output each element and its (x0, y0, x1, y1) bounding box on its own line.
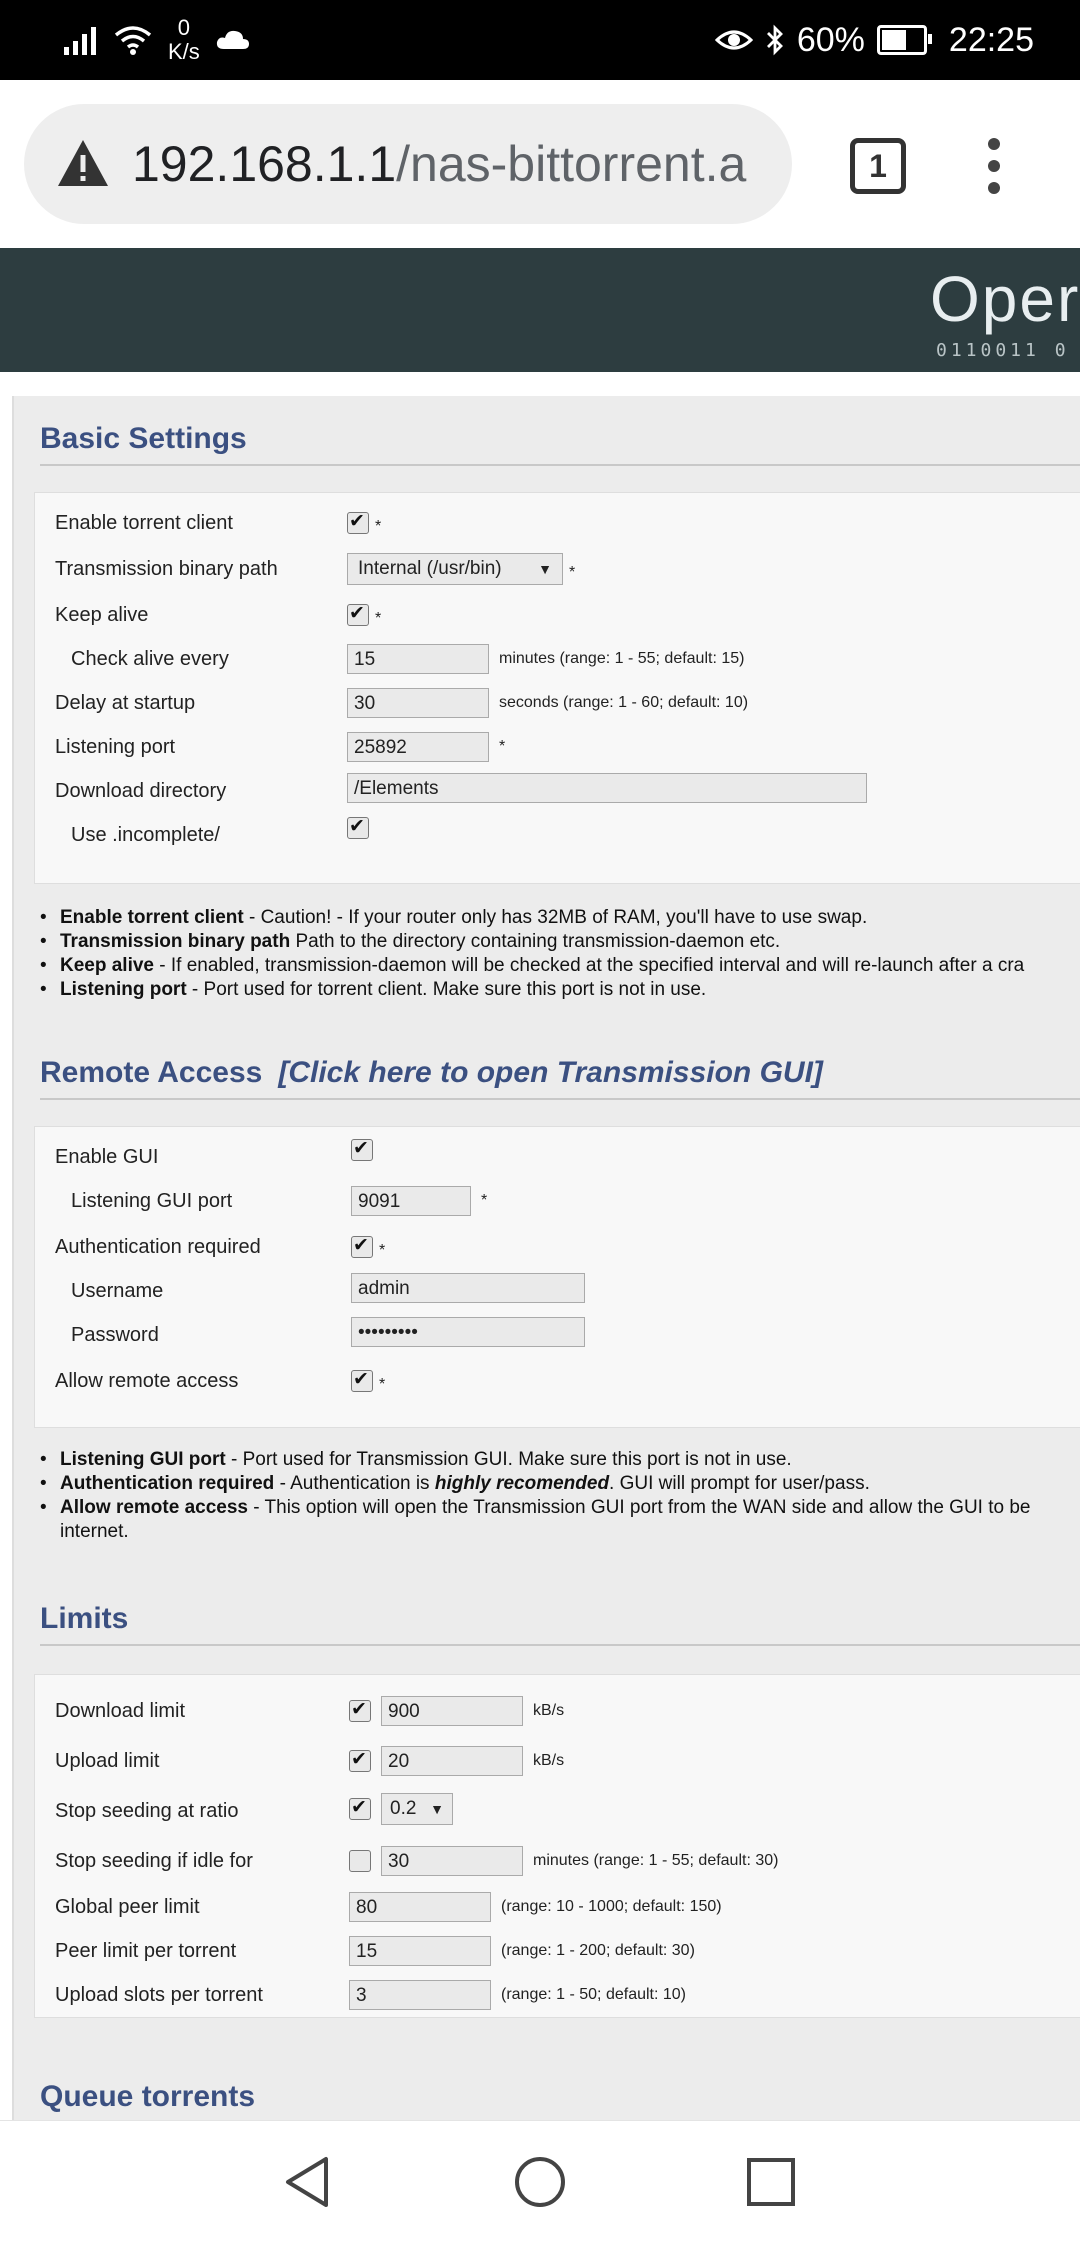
help-item (40, 978, 1080, 1002)
signal-icon (64, 25, 98, 55)
ratio-select[interactable] (381, 1793, 453, 1825)
limits-title (40, 1602, 1080, 1646)
incomplete-checkbox[interactable] (347, 817, 369, 839)
limits-panel (34, 1674, 1080, 2018)
upload-limit-label: Upload limit (55, 1750, 160, 1772)
bluetooth-icon (765, 24, 785, 56)
binary-path-select[interactable] (347, 553, 563, 585)
remote-access-title-text: Remote Access (40, 1056, 263, 1089)
browser-toolbar (0, 80, 1080, 248)
help-term: Transmission binary path (60, 931, 291, 952)
open-gui-link[interactable]: [Click here to open Transmission GUI] (278, 1056, 823, 1089)
upload-slots-label: Upload slots per torrent (55, 1984, 263, 2006)
required-star: * (569, 564, 576, 581)
help-item (40, 1448, 1080, 1472)
help-text: . GUI will prompt for user/pass. (609, 1473, 870, 1494)
help-term: Allow remote access (60, 1497, 248, 1518)
keep-alive-checkbox[interactable] (347, 604, 369, 626)
address-bar[interactable] (24, 104, 792, 224)
peer-torrent-field (349, 1933, 695, 1969)
site-logo: Oper (930, 263, 1080, 335)
upload-slots-input[interactable]: 3 (349, 1980, 491, 2010)
download-limit-field (349, 1693, 564, 1729)
basic-settings-title (40, 422, 1080, 466)
upload-limit-checkbox[interactable] (349, 1750, 371, 1772)
help-text: Path to the directory containing transmission-daemon etc. (290, 931, 781, 952)
site-logo-subtitle: 0110011 0 (936, 340, 1070, 361)
battery-percent: 60% (796, 20, 865, 59)
download-limit-unit: kB/s (533, 1702, 565, 1719)
idle-input[interactable]: 30 (381, 1846, 523, 1876)
help-emphasis: highly recomended (434, 1473, 610, 1494)
global-peer-hint: (range: 10 - 1000; default: 150) (501, 1898, 722, 1915)
help-text: - This option will open the Transmission GUI port from the WAN side and allow the GUI to be (247, 1497, 1031, 1518)
url-host: 192.168.1.1 (132, 136, 397, 192)
status-left (64, 14, 250, 66)
banner-spacer (0, 372, 1080, 396)
idle-label: Stop seeding if idle for (55, 1850, 253, 1872)
gui-port-input[interactable]: 9091 (351, 1186, 471, 1216)
required-star: * (481, 1192, 488, 1209)
idle-checkbox[interactable] (349, 1850, 371, 1872)
required-star: * (375, 518, 382, 535)
remote-access-panel (34, 1126, 1080, 1428)
upload-slots-hint: (range: 1 - 50; default: 10) (501, 1986, 686, 2003)
help-term: Authentication required (60, 1473, 275, 1494)
check-alive-field (347, 641, 744, 677)
limits-title-text: Limits (40, 1602, 129, 1635)
help-term: Enable torrent client (60, 907, 244, 928)
remote-access-checkbox[interactable] (351, 1370, 373, 1392)
download-limit-checkbox[interactable] (349, 1700, 371, 1722)
ratio-checkbox[interactable] (349, 1798, 371, 1820)
keep-alive-field (347, 597, 381, 633)
eye-comfort-icon (715, 26, 753, 54)
delay-input[interactable]: 30 (347, 688, 489, 718)
overflow-menu-icon[interactable] (984, 138, 1004, 194)
upload-limit-unit: kB/s (533, 1752, 565, 1769)
ratio-selected: 0.2 (390, 1798, 417, 1819)
battery-icon (877, 25, 927, 55)
enable-gui-checkbox[interactable] (351, 1139, 373, 1161)
upload-limit-input[interactable]: 20 (381, 1746, 523, 1776)
username-label: Username (71, 1280, 164, 1302)
auth-field (351, 1229, 385, 1265)
check-alive-input[interactable]: 15 (347, 644, 489, 674)
net-speed-value: 0 (177, 15, 191, 40)
global-peer-input[interactable]: 80 (349, 1892, 491, 1922)
help-term: Keep alive (60, 955, 154, 976)
queue-torrents-title-text: Queue torrents (40, 2080, 256, 2113)
password-input[interactable]: ••••••••• (351, 1317, 585, 1347)
upload-slots-field (349, 1977, 686, 2013)
enable-gui-field (351, 1139, 373, 1161)
back-icon[interactable] (282, 2155, 336, 2209)
help-item (40, 930, 1080, 954)
remote-access-help (40, 1448, 1080, 1544)
listening-port-label: Listening port (55, 736, 176, 758)
gui-port-label: Listening GUI port (71, 1190, 233, 1212)
delay-label: Delay at startup (55, 692, 196, 714)
queue-torrents-title (40, 2080, 1080, 2120)
status-bar (0, 0, 1080, 80)
help-text: - Port used for torrent client. Make sure this port is not in use. (186, 979, 707, 1000)
help-item (40, 906, 1080, 930)
enable-torrent-label: Enable torrent client (55, 512, 233, 534)
remote-access-label: Allow remote access (55, 1370, 239, 1392)
enable-gui-label: Enable GUI (55, 1146, 159, 1168)
incomplete-field (347, 817, 369, 839)
download-dir-input[interactable]: /Elements (347, 773, 867, 803)
download-limit-label: Download limit (55, 1700, 186, 1722)
global-peer-label: Global peer limit (55, 1896, 200, 1918)
idle-hint: minutes (range: 1 - 55; default: 30) (533, 1852, 779, 1869)
help-item (40, 954, 1080, 978)
url-path: /nas-bittorrent.a (396, 136, 747, 192)
net-speed (168, 16, 200, 64)
recents-icon[interactable] (744, 2155, 798, 2209)
help-term: Listening port (60, 979, 187, 1000)
net-speed-unit: K/s (168, 39, 200, 64)
binary-path-selected: Internal (/usr/bin) (358, 558, 502, 579)
peer-torrent-hint: (range: 1 - 200; default: 30) (501, 1942, 695, 1959)
binary-path-field (347, 551, 575, 587)
header-banner (0, 248, 1080, 372)
delay-hint: seconds (range: 1 - 60; default: 10) (499, 694, 749, 711)
settings-content (12, 396, 1080, 2120)
basic-settings-help (40, 906, 1080, 1002)
delay-field (347, 685, 748, 721)
tab-switcher-button[interactable]: 1 (850, 138, 906, 194)
help-term: Listening GUI port (60, 1449, 226, 1470)
password-field (351, 1317, 585, 1347)
help-text: - Port used for Transmission GUI. Make sure this port is not in use. (225, 1449, 792, 1470)
peer-torrent-label: Peer limit per torrent (55, 1940, 237, 1962)
required-star: * (379, 1242, 386, 1259)
dropdown-arrow-icon: ▼ (430, 1801, 444, 1817)
required-star: * (499, 738, 506, 755)
ratio-label: Stop seeding at ratio (55, 1800, 239, 1822)
help-item (40, 1496, 1080, 1544)
peer-torrent-input[interactable]: 15 (349, 1936, 491, 1966)
username-input[interactable]: admin (351, 1273, 585, 1303)
download-dir-field (347, 773, 867, 803)
help-item (40, 1472, 1080, 1496)
required-star: * (375, 610, 382, 627)
binary-path-label: Transmission binary path (55, 558, 278, 580)
web-page (0, 248, 1080, 2120)
check-alive-hint: minutes (range: 1 - 55; default: 15) (499, 650, 745, 667)
basic-settings-title-text: Basic Settings (40, 422, 247, 455)
help-text: internet. (60, 1521, 129, 1542)
auth-checkbox[interactable] (351, 1236, 373, 1258)
incomplete-label: Use .incomplete/ (71, 824, 220, 846)
global-peer-field (349, 1889, 722, 1925)
listening-port-field (347, 729, 505, 765)
listening-port-input[interactable]: 25892 (347, 732, 489, 762)
required-star: * (379, 1376, 386, 1393)
password-label: Password (71, 1324, 159, 1346)
check-alive-label: Check alive every (71, 648, 229, 670)
help-text: - Authentication is (274, 1473, 435, 1494)
help-text: - Caution! - If your router only has 32MB of RAM, you'll have to use swap. (243, 907, 868, 928)
enable-torrent-checkbox[interactable] (347, 512, 369, 534)
dropdown-arrow-icon: ▼ (538, 561, 552, 577)
help-text: - If enabled, transmission-daemon will be checked at the specified interval and will re-launch after a cra (154, 955, 1025, 976)
username-field (351, 1273, 585, 1303)
ratio-field (349, 1793, 453, 1825)
download-dir-label: Download directory (55, 780, 227, 802)
basic-settings-panel (34, 492, 1080, 884)
idle-field (349, 1843, 778, 1879)
url-text[interactable] (132, 134, 746, 194)
keep-alive-label: Keep alive (55, 604, 149, 626)
gui-port-field (351, 1183, 487, 1219)
warning-icon[interactable] (56, 138, 110, 188)
remote-access-field (351, 1363, 385, 1399)
status-right (715, 14, 1034, 66)
cloud-icon (216, 29, 250, 51)
remote-access-title (40, 1056, 1080, 1100)
upload-limit-field (349, 1743, 564, 1779)
clock: 22:25 (948, 20, 1034, 59)
home-icon[interactable] (513, 2155, 567, 2209)
system-navigation-bar (0, 2120, 1080, 2241)
auth-label: Authentication required (55, 1236, 261, 1258)
enable-torrent-field (347, 505, 381, 541)
wifi-icon (114, 25, 152, 55)
download-limit-input[interactable]: 900 (381, 1696, 523, 1726)
